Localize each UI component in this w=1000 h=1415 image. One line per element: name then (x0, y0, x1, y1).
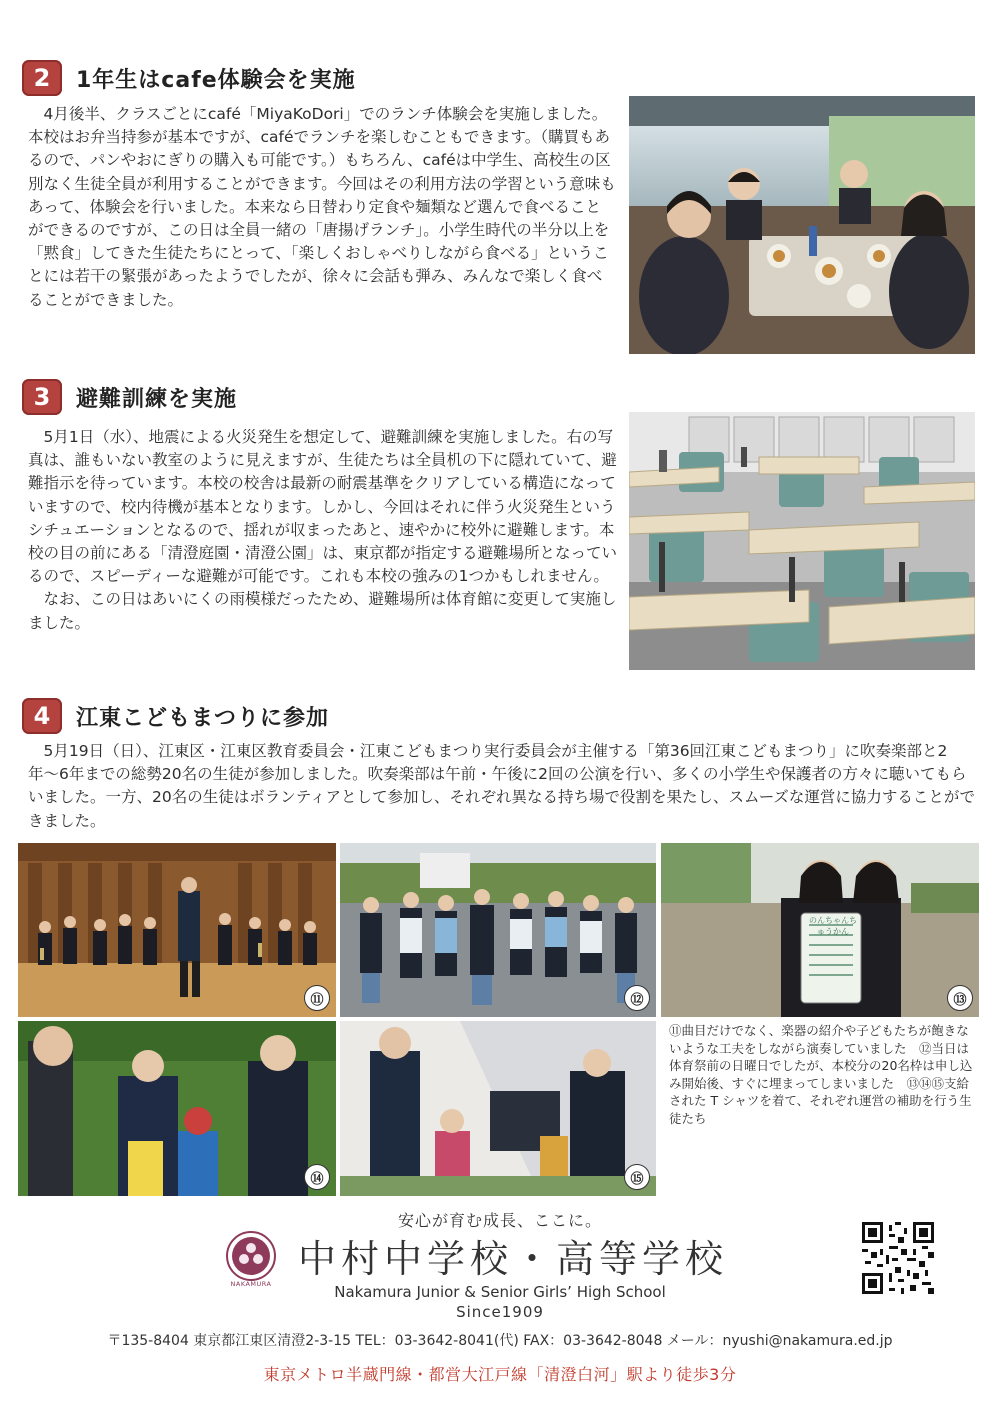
qr-code-icon (862, 1222, 934, 1294)
section-2-body (28, 103, 616, 312)
tagline: 安心が育む成長、ここに。 (397, 1211, 602, 1230)
photo-15-inflatable (340, 1021, 656, 1196)
volunteers-illustration (18, 1021, 336, 1196)
section-number-badge: 4 (22, 698, 62, 734)
photo-number-badge: ⑭ (304, 1164, 330, 1190)
sign-text: のんちゃんちゅうかん (809, 916, 857, 936)
paragraph: 4月後半、クラスごとにcafé「MiyaKoDori」でのランチ体験会を実施しました。本校はお弁当持参が基本ですが、caféでランチを楽しむこともできます。（購買もあるので、パンやおにぎりの購入も可能です。）もちろん、caféは中学生、高校生の区別なく生徒全員が利用することができます。今回はその利用方法の学習という意味もあって、体験会を行いました。本来なら日替わり定食や麺類など選んで食べることができるのですが、この日は全員一緒の「唐揚げランチ」。小学生時代の半分以上を「黙食」してきた生徒たちにとって、「楽しくおしゃべりしながら食べる」ということには若干の緊張があったようでしたが、徐々に会話も弾み、みんなで楽しく食べることができました。 (28, 105, 616, 309)
school-name-english: Nakamura Junior & Senior Girls’ High School (334, 1283, 666, 1301)
contact-address: 〒135-8404 東京都江東区清澄2-3-15 TEL：03-3642-8041(代) FAX：03-3642-8048 メール：nyushi@nakamura.ed.jp (107, 1333, 893, 1349)
section-4-body (28, 740, 976, 833)
photo-12-group (340, 843, 656, 1017)
section-title: 江東こどもまつりに参加 (76, 705, 330, 731)
since-year: Since1909 (456, 1303, 544, 1321)
section-title: 避難訓練を実施 (76, 386, 238, 412)
group-illustration (340, 843, 656, 1017)
inflatable-illustration (340, 1021, 656, 1196)
crest-text: NAKAMURA (230, 1280, 272, 1288)
section-3-body (28, 426, 618, 635)
qr-code[interactable] (862, 1222, 934, 1294)
evacuation-drill-photo (629, 412, 975, 670)
photo-13-sign (661, 843, 979, 1017)
photo-number-badge: ⑮ (624, 1164, 650, 1190)
photo-11-band-performance (18, 843, 336, 1017)
paragraph: なお、この日はあいにくの雨模様だったため、避難場所は体育館に変更して実施しました。 (28, 590, 617, 632)
section-number-badge: 3 (22, 379, 62, 415)
section-3-heading (22, 377, 237, 417)
section-number-badge: 2 (22, 60, 62, 96)
classroom-illustration (629, 412, 975, 670)
section-2-heading (22, 58, 356, 98)
photo-number-badge: ⑫ (624, 985, 650, 1011)
access-info: 東京メトロ半蔵門線・都営大江戸線「清澄白河」駅より徒歩3分 (263, 1365, 737, 1384)
cafe-lunch-photo (629, 96, 975, 354)
photo-number-badge: ⑪ (304, 985, 330, 1011)
photo-caption: ⑪曲目だけでなく、楽器の紹介や子どもたちが飽きないような工夫をしながら演奏していました ⑫当日は体育祭前の日曜日でしたが、本校分の20名枠は申し込み開始後、すぐに埋まってしまいました ⑬⑭⑮支給された T シャツを着て、それぞれ運営の補助を行う生徒たち (669, 1023, 973, 1126)
photo-14-volunteers (18, 1021, 336, 1196)
school-name: 中村中学校・高等学校 (298, 1237, 729, 1281)
photo-number-badge: ⑬ (947, 985, 973, 1011)
section-4-heading (22, 696, 329, 736)
cafe-lunch-illustration (629, 96, 975, 354)
paragraph: 5月1日（水）、地震による火災発生を想定して、避難訓練を実施しました。右の写真は、誰もいない教室のように見えますが、生徒たちは全員机の下に隠れていて、避難指示を待っています。本校の校舎は最新の耐震基準をクリアしている構造になっていますので、校内待機が基本となります。しかし、今回はそれに伴う火災発生というシチュエーションとなるので、揺れが収まったあと、速やかに校外に避難します。本校の目の前にある「清澄庭園・清澄公園」は、東京都が指定する避難場所となっているので、スピーディーな避難が可能です。これも本校の強みの1つかもしれません。 (28, 428, 618, 586)
paragraph: 5月19日（日）、江東区・江東区教育委員会・江東こどもまつり実行委員会が主催する「第36回江東こどもまつり」に吹奏楽部と2年〜6年までの総勢20名の生徒が参加しました。吹奏楽部は午前・午後に2回の公演を行い、多くの小学生や保護者の方々に聴いてもらいました。一方、20名の生徒はボランティアとして参加し、それぞれ異なる持ち場で役割を果たし、スムーズな運営に協力することができました。 (28, 742, 975, 830)
band-illustration (18, 843, 336, 1017)
section-title: 1年生はcafe体験会を実施 (76, 67, 356, 93)
